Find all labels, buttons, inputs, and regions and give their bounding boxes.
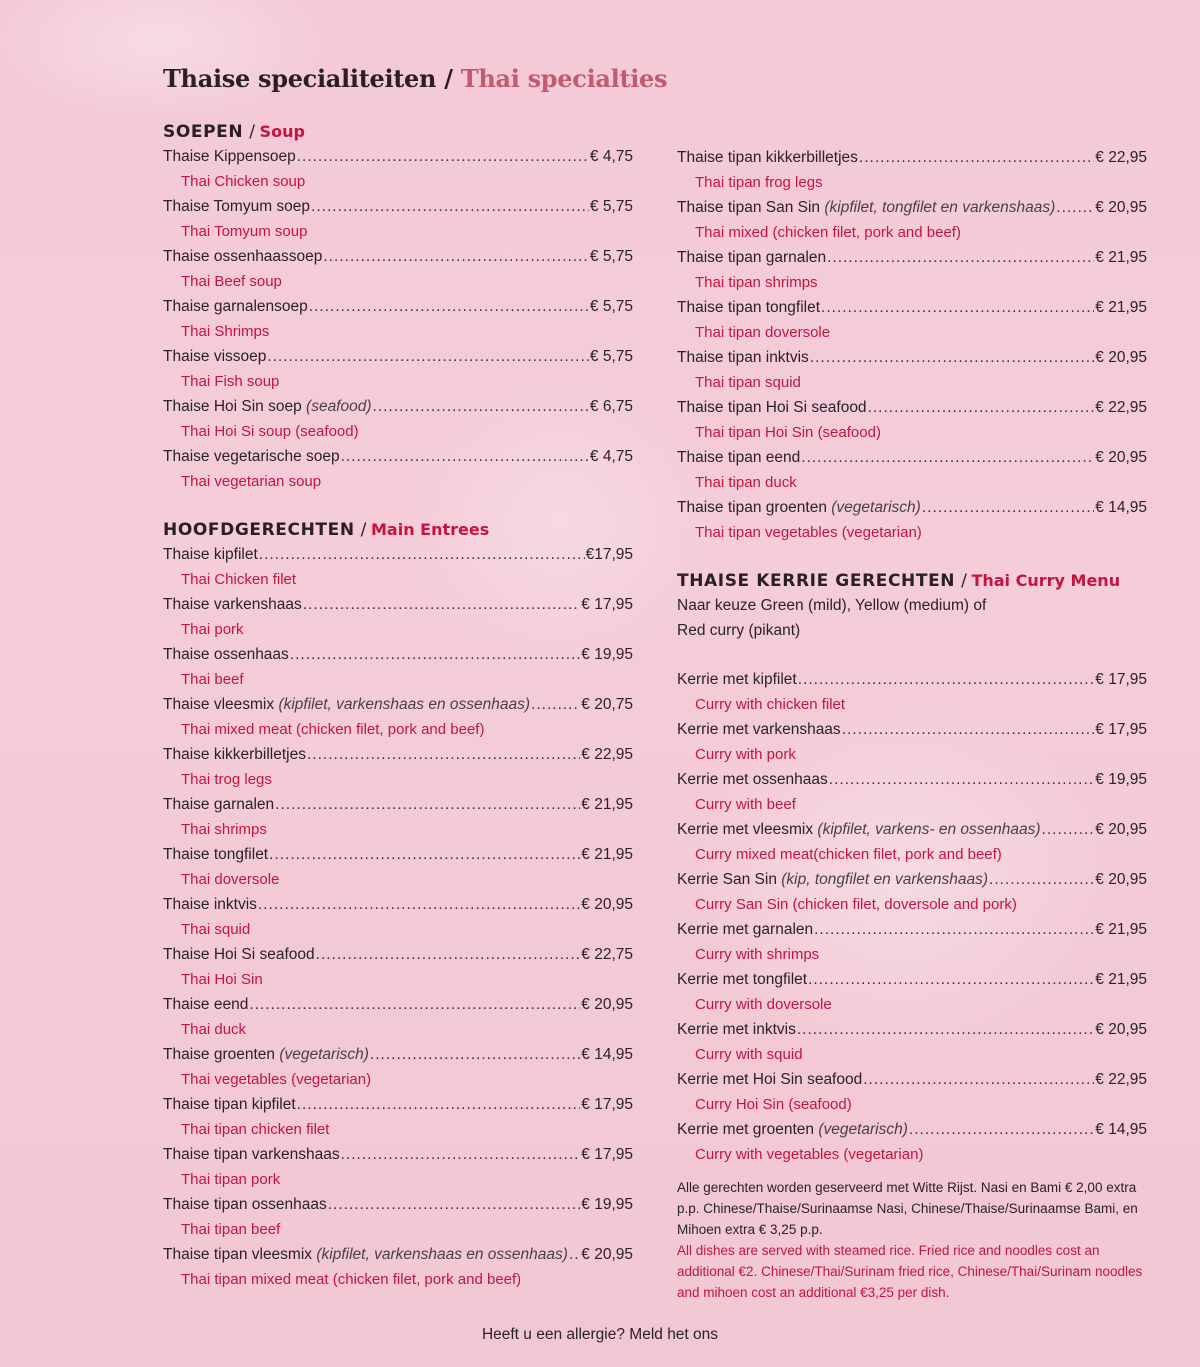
menu-item-row <box>163 444 633 469</box>
menu-item-translation: Curry San Sin (chicken filet, doversole and pork) <box>695 896 1017 913</box>
menu-item-translation: Thai duck <box>181 1021 247 1038</box>
menu-item-translation: Thai tipan frog legs <box>695 174 823 191</box>
section-heading-separator: / <box>961 571 968 591</box>
menu-item-price: € 4,75 <box>589 148 633 165</box>
dot-leader <box>814 917 1094 942</box>
menu-item-price: € 19,95 <box>581 1196 633 1213</box>
menu-item-name <box>163 992 248 1017</box>
dot-leader <box>922 495 1094 520</box>
dish-name-nl: Thaise garnalen <box>163 796 275 813</box>
dot-leader <box>801 445 1094 470</box>
menu-item-row <box>163 1142 633 1167</box>
menu-item-translation: Thai mixed meat (chicken filet, pork and beef) <box>181 721 485 738</box>
menu-item-price: € 4,75 <box>589 448 633 465</box>
menu-item-price: € 20,95 <box>1095 199 1147 216</box>
dish-name-nl: Thaise Hoi Si seafood <box>163 946 315 963</box>
menu-item-row <box>163 1042 633 1067</box>
menu-item-row <box>677 767 1147 792</box>
dish-name-nl: Kerrie met garnalen <box>677 921 814 938</box>
dish-name-nl: Thaise ossenhaas <box>163 646 289 663</box>
menu-item-row <box>163 892 633 917</box>
menu-item-translation: Thai vegetarian soup <box>181 473 322 490</box>
dot-leader <box>267 344 589 369</box>
menu-item-price: € 20,95 <box>581 1246 633 1263</box>
dish-name-nl: Thaise Kippensoep <box>163 148 296 165</box>
menu-item-row <box>163 294 633 319</box>
menu-item-name <box>677 145 858 170</box>
menu-item-row <box>677 1067 1147 1092</box>
menu-item-price: €17,95 <box>585 546 633 563</box>
dot-leader <box>821 295 1094 320</box>
tipan-list <box>677 145 1147 545</box>
dot-leader <box>842 717 1095 742</box>
menu-item-price: € 5,75 <box>589 248 633 265</box>
dot-leader <box>810 345 1094 370</box>
menu-item-translation: Thai tipan mixed meat (chicken filet, pork and beef) <box>181 1271 522 1288</box>
menu-item-name <box>163 344 266 369</box>
dish-name-nl: Thaise tipan tongfilet <box>677 299 821 316</box>
section-heading-nl: THAISE KERRIE GERECHTEN <box>677 571 956 591</box>
dot-leader <box>323 244 588 269</box>
menu-item-name <box>163 542 258 567</box>
menu-item-row <box>163 244 633 269</box>
rice-note-english: All dishes are served with steamed rice. Fried rice and noodles cost an additional €2. Chinese/Thai/Surinam fried rice, Chinese/Thai/Surinam noodles and mihoen cost an additional €3,25 per dish. <box>677 1243 1143 1300</box>
menu-item-price: € 17,95 <box>581 596 633 613</box>
rice-note-dutch: Alle gerechten worden geserveerd met Witte Rijst. Nasi en Bami € 2,00 extra p.p. Chinese/Thaise/Surinaamse Nasi, Chinese/Thaise/Surinaamse Bami, en Mihoen extra € 3,25 p.p. <box>677 1180 1138 1237</box>
menu-item-translation: Thai Shrimps <box>181 323 270 340</box>
menu-item-price: € 21,95 <box>1095 249 1147 266</box>
menu-item-price: € 5,75 <box>589 348 633 365</box>
dot-leader <box>1056 195 1094 220</box>
dot-leader <box>269 842 580 867</box>
dot-leader <box>1042 817 1095 842</box>
dish-name-nl: Thaise tongfilet <box>163 846 269 863</box>
menu-item-translation: Curry with vegetables (vegetarian) <box>695 1146 924 1163</box>
menu-item-translation: Curry mixed meat(chicken filet, pork and beef) <box>695 846 1002 863</box>
dish-name-nl: Thaise Hoi Sin soep <box>163 398 302 415</box>
menu-item-price: € 17,95 <box>1095 721 1147 738</box>
dot-leader <box>863 1067 1094 1092</box>
menu-item-price: € 21,95 <box>581 796 633 813</box>
menu-item-price: € 20,95 <box>1095 449 1147 466</box>
menu-item-translation: Thai tipan shrimps <box>695 274 818 291</box>
menu-item-row <box>163 394 633 419</box>
menu-item-translation: Curry with chicken filet <box>695 696 846 713</box>
dish-name-nl: Thaise tipan vleesmix <box>163 1246 313 1263</box>
menu-item-translation: Thai mixed (chicken filet, pork and beef) <box>695 224 961 241</box>
menu-item-price: € 17,95 <box>1095 671 1147 688</box>
dot-leader <box>249 992 580 1017</box>
menu-item-row <box>677 295 1147 320</box>
dish-name-nl: Thaise ossenhaassoep <box>163 248 323 265</box>
dish-name-nl: Kerrie met groenten <box>677 1121 814 1138</box>
menu-item-name <box>163 892 257 917</box>
dot-leader <box>859 145 1094 170</box>
menu-item-translation: Thai Hoi Si soup (seafood) <box>181 423 359 440</box>
menu-item-name <box>163 692 530 717</box>
dish-name-nl: Thaise tipan garnalen <box>677 249 827 266</box>
menu-item-translation: Curry with squid <box>695 1046 803 1063</box>
right-column <box>677 145 1147 1303</box>
dish-name-nl: Thaise tipan Hoi Si seafood <box>677 399 867 416</box>
dish-note: (kipfilet, varkens- en ossenhaas) <box>817 821 1041 838</box>
dish-note: (kip, tongfilet en varkenshaas) <box>781 871 989 888</box>
menu-item-price: € 22,95 <box>581 746 633 763</box>
menu-item-row <box>677 245 1147 270</box>
menu-item-translation: Curry with beef <box>695 796 796 813</box>
section-heading-nl: HOOFDGERECHTEN <box>163 520 355 540</box>
menu-item-translation: Thai beef <box>181 671 244 688</box>
dish-name-nl: Thaise tipan kikkerbilletjes <box>677 149 858 166</box>
section-heading-separator: / <box>249 122 256 142</box>
menu-item-row <box>677 667 1147 692</box>
menu-item-price: € 14,95 <box>1095 1121 1147 1138</box>
menu-item-name <box>163 194 310 219</box>
menu-item-row <box>677 145 1147 170</box>
page-title-separator: / <box>444 64 453 93</box>
menu-item-name <box>677 967 807 992</box>
menu-item-name <box>163 244 322 269</box>
menu-item-row <box>677 717 1147 742</box>
menu-item-translation: Thai doversole <box>181 871 280 888</box>
menu-item-row <box>163 792 633 817</box>
menu-item-price: € 20,95 <box>1095 821 1147 838</box>
left-column <box>163 120 633 1292</box>
dish-name-nl: Thaise eend <box>163 996 249 1013</box>
dot-leader <box>797 1017 1094 1042</box>
menu-item-price: € 20,95 <box>1095 1021 1147 1038</box>
dish-name-nl: Thaise varkenshaas <box>163 596 302 613</box>
menu-item-price: € 22,75 <box>581 946 633 963</box>
menu-item-row <box>163 742 633 767</box>
menu-item-price: € 19,95 <box>1095 771 1147 788</box>
section-heading-main <box>163 518 633 542</box>
menu-item-name <box>677 295 820 320</box>
menu-item-translation: Thai shrimps <box>181 821 267 838</box>
dish-name-nl: Thaise tipan eend <box>677 449 801 466</box>
dish-name-nl: Thaise tipan inktvis <box>677 349 809 366</box>
section-spacer <box>677 643 1147 667</box>
menu-item-translation: Thai vegetables (vegetarian) <box>181 1071 372 1088</box>
menu-item-row <box>677 817 1147 842</box>
curry-list <box>677 667 1147 1167</box>
menu-item-translation: Thai tipan doversole <box>695 324 831 341</box>
dot-leader <box>531 692 580 717</box>
menu-item-translation: Thai Fish soup <box>181 373 280 390</box>
dot-leader <box>297 144 589 169</box>
menu-item-row <box>163 942 633 967</box>
dish-name-nl: Kerrie San Sin <box>677 871 777 888</box>
menu-item-price: € 20,75 <box>581 696 633 713</box>
dot-leader <box>808 967 1094 992</box>
section-spacer <box>677 545 1147 569</box>
dot-leader <box>341 444 589 469</box>
menu-item-name <box>163 842 268 867</box>
menu-item-translation: Curry Hoi Sin (seafood) <box>695 1096 852 1113</box>
dish-name-nl: Kerrie met kipfilet <box>677 671 797 688</box>
dot-leader <box>259 542 585 567</box>
menu-item-name <box>163 144 296 169</box>
dot-leader <box>328 1192 581 1217</box>
menu-item-translation: Thai Hoi Sin <box>181 971 263 988</box>
dot-leader <box>370 1042 580 1067</box>
dot-leader <box>290 642 580 667</box>
menu-item-row <box>163 592 633 617</box>
dish-note: (seafood) <box>306 398 372 415</box>
menu-item-price: € 22,95 <box>1095 1071 1147 1088</box>
dish-name-nl: Thaise Tomyum soep <box>163 198 311 215</box>
menu-item-name <box>163 1142 340 1167</box>
menu-item-translation: Thai tipan chicken filet <box>181 1121 330 1138</box>
menu-item-price: € 21,95 <box>1095 971 1147 988</box>
dish-name-nl: Thaise vegetarische soep <box>163 448 340 465</box>
dish-note: (vegetarisch) <box>279 1046 369 1063</box>
main-list <box>163 542 633 1292</box>
dot-leader <box>798 667 1095 692</box>
menu-item-price: € 14,95 <box>1095 499 1147 516</box>
dish-note: (kipfilet, varkenshaas en ossenhaas) <box>316 1246 568 1263</box>
soup-list <box>163 144 633 494</box>
dot-leader <box>569 1242 580 1267</box>
menu-item-price: € 19,95 <box>581 646 633 663</box>
menu-item-translation: Curry with pork <box>695 746 796 763</box>
menu-item-name <box>163 1192 327 1217</box>
dot-leader <box>868 395 1095 420</box>
menu-item-name <box>677 917 813 942</box>
menu-item-price: € 22,95 <box>1095 149 1147 166</box>
menu-item-name <box>677 1117 908 1142</box>
menu-item-row <box>163 1242 633 1267</box>
menu-item-name <box>163 444 340 469</box>
dot-leader <box>258 892 580 917</box>
dish-name-nl: Thaise kikkerbilletjes <box>163 746 306 763</box>
menu-item-name <box>677 495 921 520</box>
curry-intro-line-1: Naar keuze Green (mild), Yellow (medium) of <box>677 597 987 614</box>
menu-item-name <box>163 642 289 667</box>
menu-item-row <box>677 345 1147 370</box>
dot-leader <box>297 1092 581 1117</box>
menu-item-name <box>677 1067 862 1092</box>
menu-item-name <box>163 1092 296 1117</box>
menu-item-translation: Curry with doversole <box>695 996 832 1013</box>
menu-item-price: € 5,75 <box>589 298 633 315</box>
menu-item-row <box>163 542 633 567</box>
menu-item-name <box>163 1042 369 1067</box>
dish-name-nl: Kerrie met inktvis <box>677 1021 796 1038</box>
dot-leader <box>303 592 581 617</box>
page-title-en: Thai specialties <box>460 64 668 93</box>
dot-leader <box>829 767 1095 792</box>
menu-item-price: € 21,95 <box>1095 299 1147 316</box>
menu-item-price: € 21,95 <box>581 846 633 863</box>
section-heading-en: Main Entrees <box>371 520 490 539</box>
menu-item-name <box>677 867 988 892</box>
page-title <box>163 64 667 93</box>
dish-name-nl: Thaise tipan varkenshaas <box>163 1146 340 1163</box>
menu-item-price: € 17,95 <box>581 1146 633 1163</box>
dot-leader <box>909 1117 1094 1142</box>
menu-item-name <box>677 667 797 692</box>
section-heading-en: Thai Curry Menu <box>971 571 1121 590</box>
dot-leader <box>827 245 1094 270</box>
menu-item-name <box>163 942 315 967</box>
menu-item-name <box>677 345 809 370</box>
dot-leader <box>341 1142 581 1167</box>
menu-item-price: € 20,95 <box>1095 871 1147 888</box>
menu-item-name <box>677 195 1055 220</box>
dish-name-nl: Thaise tipan kipfilet <box>163 1096 296 1113</box>
menu-item-translation: Thai Chicken filet <box>181 571 297 588</box>
dot-leader <box>316 942 581 967</box>
menu-item-name <box>677 395 867 420</box>
menu-item-name <box>677 245 826 270</box>
menu-item-translation: Thai pork <box>181 621 244 638</box>
menu-item-name <box>677 767 828 792</box>
menu-item-name <box>163 592 302 617</box>
dish-name-nl: Thaise vissoep <box>163 348 267 365</box>
menu-item-row <box>677 195 1147 220</box>
dot-leader <box>275 792 580 817</box>
menu-item-name <box>677 1017 796 1042</box>
menu-item-name <box>163 1242 568 1267</box>
menu-item-translation: Thai tipan beef <box>181 1221 281 1238</box>
dish-name-nl: Kerrie met tongfilet <box>677 971 808 988</box>
menu-item-price: € 6,75 <box>589 398 633 415</box>
dish-note: (kipfilet, varkenshaas en ossenhaas) <box>278 696 531 713</box>
menu-item-price: € 20,95 <box>581 896 633 913</box>
section-spacer <box>163 494 633 518</box>
menu-item-price: € 21,95 <box>1095 921 1147 938</box>
menu-item-price: € 5,75 <box>589 198 633 215</box>
menu-item-price: € 20,95 <box>1095 349 1147 366</box>
menu-item-translation: Thai squid <box>181 921 251 938</box>
menu-item-translation: Thai tipan duck <box>695 474 797 491</box>
menu-item-translation: Thai Chicken soup <box>181 173 306 190</box>
dish-name-nl: Kerrie met varkenshaas <box>677 721 841 738</box>
section-heading-nl: SOEPEN <box>163 122 244 142</box>
menu-item-row <box>677 1117 1147 1142</box>
section-heading-separator: / <box>360 520 367 540</box>
dish-name-nl: Thaise tipan groenten <box>677 499 827 516</box>
menu-item-row <box>163 642 633 667</box>
dish-name-nl: Thaise tipan San Sin <box>677 199 821 216</box>
menu-item-name <box>163 294 308 319</box>
dot-leader <box>373 394 589 419</box>
menu-item-name <box>163 742 306 767</box>
menu-item-translation: Thai Beef soup <box>181 273 282 290</box>
menu-item-translation: Thai tipan squid <box>695 374 801 391</box>
menu-item-row <box>677 495 1147 520</box>
menu-item-name <box>677 717 841 742</box>
dot-leader <box>309 294 589 319</box>
menu-item-name <box>163 792 274 817</box>
menu-item-translation: Thai trog legs <box>181 771 272 788</box>
menu-item-name <box>163 394 372 419</box>
menu-item-translation: Thai tipan Hoi Sin (seafood) <box>695 424 881 441</box>
menu-item-row <box>677 1017 1147 1042</box>
menu-item-row <box>677 395 1147 420</box>
menu-item-name <box>677 445 800 470</box>
dish-name-nl: Thaise garnalensoep <box>163 298 308 315</box>
menu-item-row <box>677 967 1147 992</box>
menu-item-name <box>677 817 1041 842</box>
dish-name-nl: Kerrie met ossenhaas <box>677 771 828 788</box>
dot-leader <box>311 194 589 219</box>
menu-item-row <box>163 992 633 1017</box>
menu-item-row <box>163 344 633 369</box>
dish-note: (vegetarisch) <box>818 1121 908 1138</box>
menu-item-row <box>677 917 1147 942</box>
dish-name-nl: Thaise vleesmix <box>163 696 275 713</box>
allergy-notice: Heeft u een allergie? Meld het ons <box>481 1326 719 1343</box>
dish-note: (vegetarisch) <box>831 499 921 516</box>
dish-name-nl: Kerrie met Hoi Sin seafood <box>677 1071 863 1088</box>
menu-item-row <box>677 867 1147 892</box>
section-heading-en: Soup <box>259 122 305 141</box>
menu-item-row <box>163 1092 633 1117</box>
page-title-nl: Thaise specialiteiten <box>163 64 437 93</box>
menu-item-row <box>677 445 1147 470</box>
dot-leader <box>307 742 580 767</box>
dish-name-nl: Thaise groenten <box>163 1046 276 1063</box>
dish-name-nl: Thaise inktvis <box>163 896 257 913</box>
menu-item-price: € 14,95 <box>581 1046 633 1063</box>
menu-item-translation: Curry with shrimps <box>695 946 820 963</box>
menu-item-price: € 22,95 <box>1095 399 1147 416</box>
section-heading-soup <box>163 120 633 144</box>
menu-item-translation: Thai tipan pork <box>181 1171 281 1188</box>
menu-item-row <box>163 144 633 169</box>
dot-leader <box>989 867 1094 892</box>
menu-item-row <box>163 692 633 717</box>
menu-item-row <box>163 842 633 867</box>
dish-note: (kipfilet, tongfilet en varkenshaas) <box>824 199 1056 216</box>
curry-intro-line-2: Red curry (pikant) <box>677 622 801 639</box>
menu-item-price: € 17,95 <box>581 1096 633 1113</box>
menu-item-row <box>163 194 633 219</box>
dish-name-nl: Thaise tipan ossenhaas <box>163 1196 327 1213</box>
dish-name-nl: Kerrie met vleesmix <box>677 821 814 838</box>
menu-item-row <box>163 1192 633 1217</box>
menu-item-price: € 20,95 <box>581 996 633 1013</box>
section-heading-curry <box>677 569 1147 593</box>
dish-name-nl: Thaise kipfilet <box>163 546 258 563</box>
menu-item-translation: Thai Tomyum soup <box>181 223 308 240</box>
menu-item-translation: Thai tipan vegetables (vegetarian) <box>695 524 922 541</box>
